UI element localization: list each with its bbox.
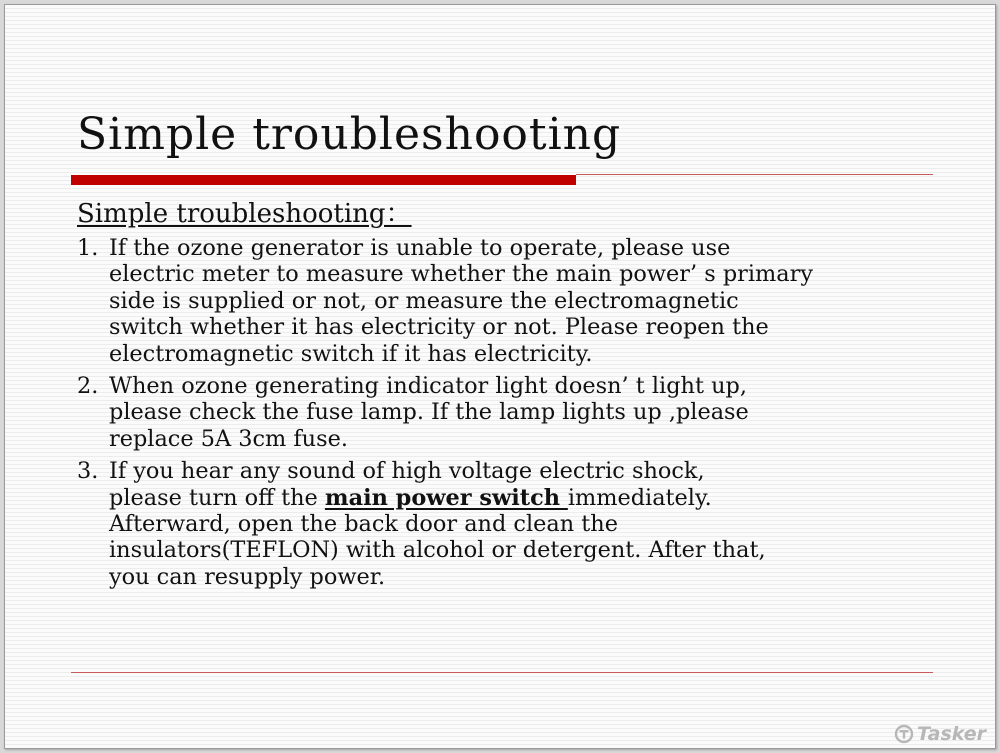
item-text-after: immediately. Afterward, open the back door and clean the insulators(TEFLON) with alcohol or detergent. After that, you can resupply power. [109, 484, 766, 590]
title-divider-line [576, 174, 933, 175]
item-text: If the ozone generator is unable to operate, please use electric meter to measure whether the main power’ s primary side is supplied or not, or measure the electromagnetic switch whether it has electricity or not. Please reopen the electromagnetic switch if it has electricity. [109, 235, 813, 367]
item-text: When ozone generating indicator light doesn’ t light up, please check the fuse lamp. If the lamp lights up ,please replace 5A 3cm fuse. [109, 373, 749, 452]
watermark [894, 723, 986, 745]
emphasis-main-power-switch: main power switch [324, 484, 568, 511]
section-heading: Simple troubleshooting： [77, 199, 412, 229]
slide-body [77, 198, 937, 596]
watermark-text: Tasker [916, 723, 986, 745]
item-number: 3. [77, 458, 99, 485]
slide-title: Simple troubleshooting [77, 109, 622, 160]
tasker-logo-icon [894, 724, 914, 744]
title-accent-bar [71, 175, 576, 185]
item-number: 2. [77, 373, 99, 400]
list-item-1 [77, 235, 937, 367]
item-number: 1. [77, 235, 99, 261]
footer-divider-line [71, 672, 933, 673]
list-item-2 [77, 373, 937, 452]
list-item-3 [77, 458, 937, 590]
slide [4, 4, 996, 749]
item-text-before: If you hear any sound of high voltage electric shock, please turn off the [109, 458, 705, 511]
